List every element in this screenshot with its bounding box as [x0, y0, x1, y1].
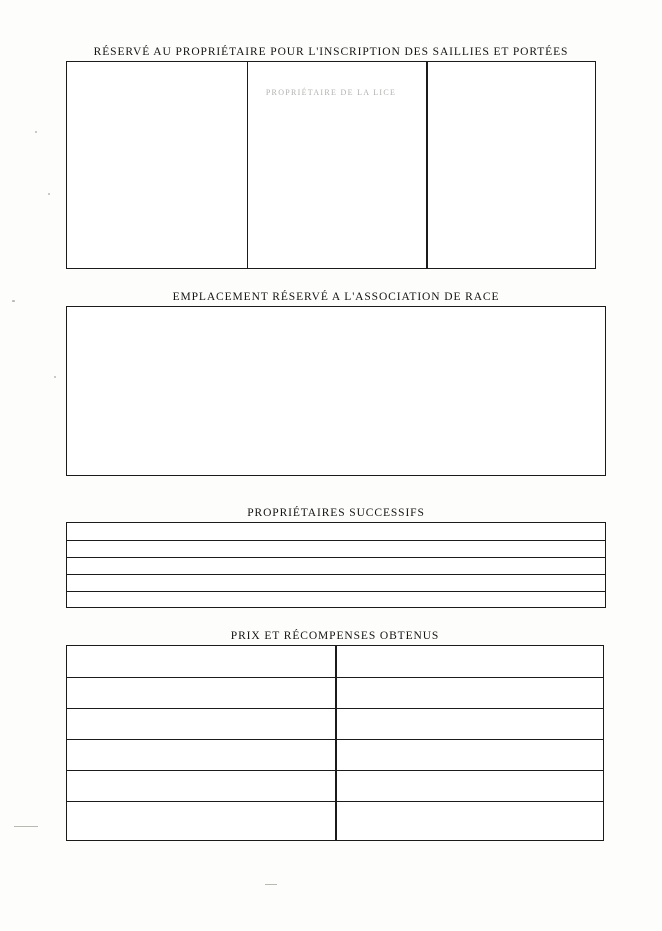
- section-proprietaires: [66, 505, 606, 608]
- scan-speck: [54, 376, 56, 378]
- proprietaires-table[interactable]: [66, 522, 606, 608]
- association-box[interactable]: [66, 306, 606, 476]
- section-saillies: [66, 44, 596, 269]
- column-divider: [247, 62, 249, 268]
- saillies-table[interactable]: [66, 61, 596, 269]
- rule-line: [67, 557, 605, 558]
- column-divider: [335, 646, 337, 840]
- scan-speck: [48, 193, 50, 195]
- section-prix: [66, 628, 604, 841]
- section-title-prix: PRIX ET RÉCOMPENSES OBTENUS: [230, 630, 440, 642]
- faint-overprint-text: PROPRIÉTAIRE DE LA LICE: [265, 88, 397, 97]
- section-title-saillies: RÉSERVÉ AU PROPRIÉTAIRE POUR L'INSCRIPTION DES SAILLIES ET PORTÉES: [93, 46, 569, 58]
- scan-speck: [12, 300, 15, 302]
- column-divider: [426, 62, 428, 268]
- rule-line: [67, 574, 605, 575]
- rule-line: [67, 591, 605, 592]
- section-title-association: EMPLACEMENT RÉSERVÉ A L'ASSOCIATION DE RACE: [172, 291, 500, 303]
- scan-speck: [35, 131, 37, 133]
- section-association: [66, 289, 606, 476]
- prix-table[interactable]: [66, 645, 604, 841]
- scan-speck: [265, 884, 277, 885]
- rule-line: [67, 540, 605, 541]
- scan-speck: [14, 826, 38, 827]
- section-title-proprietaires: PROPRIÉTAIRES SUCCESSIFS: [247, 507, 425, 519]
